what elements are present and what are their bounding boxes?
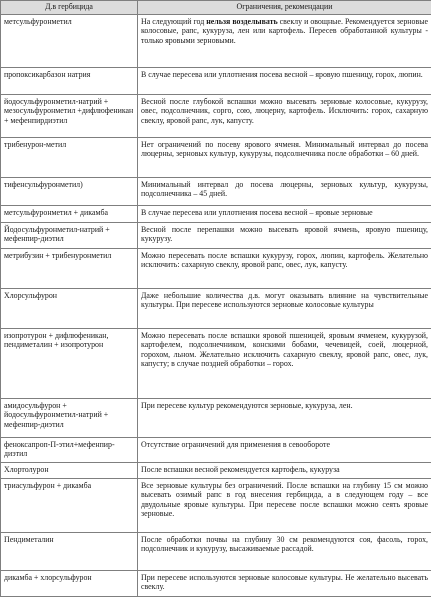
rec-text: Отсутствие ограничений для применения в севообороте	[141, 440, 330, 449]
rec-text: Все зерновые культуры без ограничений. После вспашки на глубину 15 см можно высевать озимый рапс в год внесения гербицида, а в следующем году – все двудольные яровые культуры. При пересеве после вспашки можно сеять яровые зерновые.	[141, 481, 428, 518]
substance-cell: амидосульфурон + йодосульфуронметил-натрий + мефенпир-диэтил	[1, 399, 138, 438]
recommendation-cell	[138, 249, 431, 289]
recommendation-cell	[138, 138, 431, 178]
recommendation-cell	[138, 399, 431, 438]
rec-emphasis: нельзя возделывать	[206, 17, 278, 26]
recommendation-cell	[138, 206, 431, 223]
substance-cell: трибенурон-метил	[1, 138, 138, 178]
substance-cell: метрибузин + трибенуронметил	[1, 249, 138, 289]
rec-text: Можно пересевать после вспашки кукурузу, горох, люпин, картофель. Желательно исключить: сахарную свеклу, яровой рапс, овес, лук, капусту.	[141, 251, 428, 270]
table-row	[1, 479, 431, 533]
substance-cell: феноксапроп-П-этил+мефенпир-диэтил	[1, 438, 138, 463]
table-row	[1, 399, 431, 438]
table-row	[1, 571, 431, 597]
rec-text: При пересеве культур рекомендуются зерновые, кукуруза, лен.	[141, 401, 353, 410]
table-row	[1, 438, 431, 463]
rec-text: Нет ограничений по посеву ярового ячменя. Минимальный интервал до посева люцерны, зерновых культур, кукурузы, подсолнечника после обработки – 60 дней.	[141, 140, 428, 159]
rec-text: Весной после перепашки можно высевать яровой ячмень, яровую пшеницу, кукурузу.	[141, 225, 428, 244]
table-header-row	[1, 1, 431, 15]
recommendation-cell	[138, 289, 431, 329]
substance-cell: Пендиметалин	[1, 533, 138, 571]
recommendation-cell	[138, 571, 431, 597]
table-row	[1, 138, 431, 178]
substance-cell: Хлорсульфурон	[1, 289, 138, 329]
recommendation-cell	[138, 68, 431, 95]
rec-text: После обработки почвы на глубину 30 см рекомендуются соя, фасоль, горох, подсолнечник и кукурузу, высаживаемые рассадой.	[141, 535, 428, 554]
recommendation-cell	[138, 329, 431, 399]
rec-text: При пересеве используются зерновые колосовые культуры. Не желательно высевать свеклу.	[141, 573, 428, 592]
recommendation-cell	[138, 178, 431, 206]
recommendation-cell	[138, 463, 431, 479]
substance-cell: Йодосульфуронметил-натрий + мефенпир-диэтил	[1, 223, 138, 249]
substance-cell: триасульфурон + дикамба	[1, 479, 138, 533]
table-row	[1, 249, 431, 289]
substance-cell: изопротурон + дифлюфеникан, пендиметалин + изопротурон	[1, 329, 138, 399]
rec-text: свеклу и овощные. Рекомендуется зерновые колосовые, рапс, кукуруза, лен или картофель. Пересев обработанной культуры - только яровыми зерновыми.	[141, 17, 429, 45]
substance-cell: тифенсульфуронметил)	[1, 178, 138, 206]
header-recommendations: Ограничения, рекомендации	[138, 1, 431, 15]
recommendation-cell	[138, 15, 431, 68]
recommendation-cell	[138, 533, 431, 571]
table-row	[1, 289, 431, 329]
rec-text: Можно пересевать после вспашки яровой пшеницей, яровым ячменем, кукурузой, картофелем, подсолнечником, конскими бобами, чечевицей, соей, люцерной, горохом, льном. Желательно исключить сахарную свеклу, яровой рапс, овес, лук, капусту; в случае поздней обработки – горох.	[141, 331, 428, 368]
rec-text: На следующий год	[141, 17, 207, 26]
table-row	[1, 223, 431, 249]
rec-text: Весной после глубокой вспашки можно высевать зерновые колосовые, кукурузу, овес, подсолнечник, сорго, сою, люцерну, картофель. Исключить: горох, сахарную свеклу, яровой рапс, лук, капусту.	[141, 97, 428, 125]
rec-text: Даже небольшие количества д.в. могут оказывать влияние на чувствительные культуры. При пересеве используются зерновые колосовые культуры	[141, 291, 428, 310]
recommendation-cell	[138, 479, 431, 533]
table-row	[1, 533, 431, 571]
rec-text: В случае пересева или уплотнения посева весной – яровые зерновые	[141, 208, 373, 217]
substance-cell: Хлортолурон	[1, 463, 138, 479]
substance-cell: пропоксикарбазон натрия	[1, 68, 138, 95]
table-row	[1, 463, 431, 479]
table-row	[1, 178, 431, 206]
rec-text: Минимальный интервал до посева люцерны, зерновых культур, кукурузы, подсолнечника – 45 дней.	[141, 180, 428, 199]
recommendation-cell	[138, 95, 431, 138]
rec-text: В случае пересева или уплотнения посева весной – яровую пшеницу, горох, люпин.	[141, 70, 423, 79]
table-row	[1, 329, 431, 399]
substance-cell: йодосульфуронметил-натрий + мезосульфуронметил +дифлюфеникан + мефенпирдиэтил	[1, 95, 138, 138]
header-substance: Д.в гербицида	[1, 1, 138, 15]
table-row	[1, 68, 431, 95]
substance-cell: дикамба + хлорсульфурон	[1, 571, 138, 597]
rec-text: После вспашки весной рекомендуется картофель, кукуруза	[141, 465, 340, 474]
substance-cell: метсульфуронметил	[1, 15, 138, 68]
substance-cell: метсульфуронметил + дикамба	[1, 206, 138, 223]
table-row	[1, 95, 431, 138]
recommendation-cell	[138, 438, 431, 463]
recommendation-cell	[138, 223, 431, 249]
table-row	[1, 15, 431, 68]
table-row	[1, 206, 431, 223]
